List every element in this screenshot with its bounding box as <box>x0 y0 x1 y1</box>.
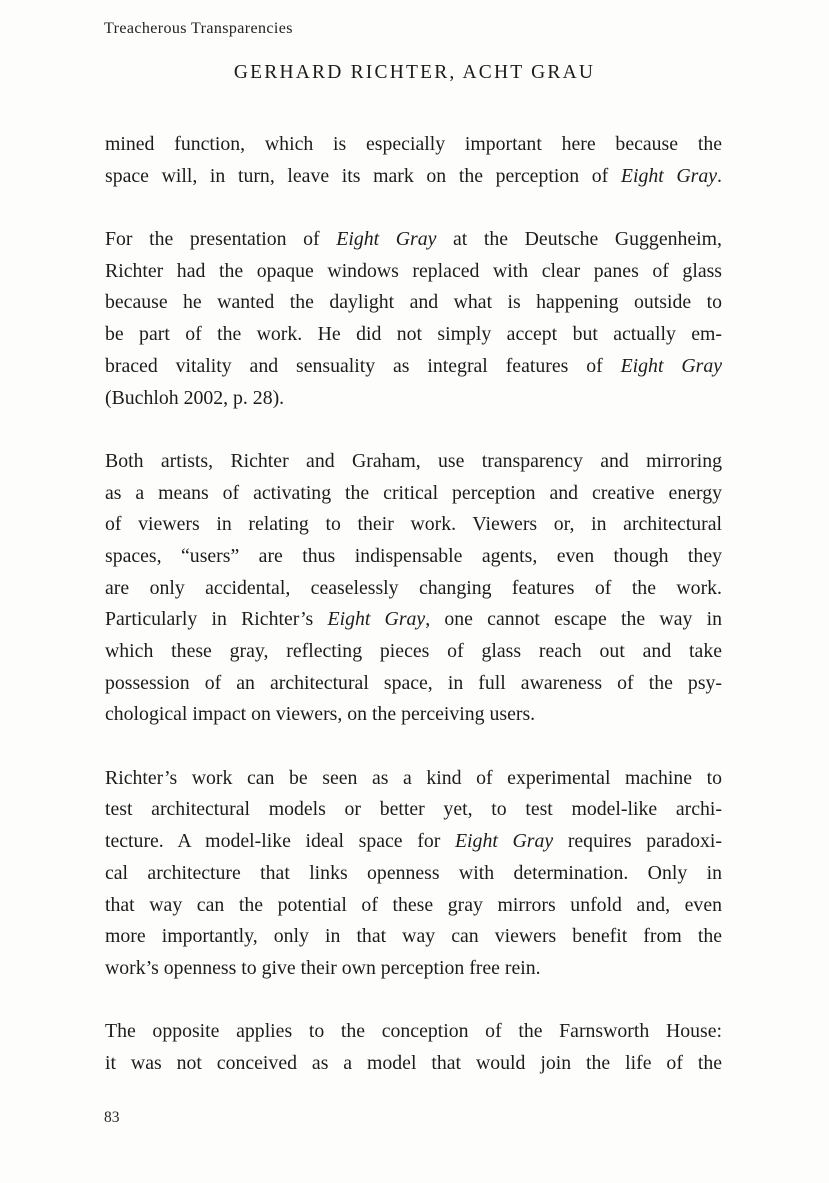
text-segment: Richter’s work can be seen as a kind of experimental machine to <box>105 766 722 789</box>
paragraph <box>105 129 722 192</box>
text-line <box>105 858 722 890</box>
text-line <box>105 699 722 731</box>
text-segment: For the presentation of <box>105 228 337 251</box>
text-segment: Richter had the opaque windows replaced with clear panes of glass <box>105 259 722 282</box>
text-line <box>105 573 722 605</box>
text-line <box>105 604 722 636</box>
text-segment: test architectural models or better yet, to test model-like archi- <box>105 798 722 821</box>
running-header: Treacherous Transparencies <box>104 20 293 37</box>
text-segment: tecture. A model-like ideal space for <box>105 830 455 853</box>
text-segment: (Buchloh 2002, p. 28). <box>105 386 285 409</box>
paragraph <box>105 224 722 414</box>
text-line <box>105 224 722 256</box>
italic-text: Eight Gray <box>454 830 554 853</box>
text-line <box>105 478 722 510</box>
text-segment: space will, in turn, leave its mark on the perception of <box>105 164 621 187</box>
text-segment: that way can the potential of these gray mirrors unfold and, even <box>105 893 722 916</box>
text-line <box>105 794 722 826</box>
text-line <box>105 287 722 319</box>
page-number: 83 <box>104 1109 120 1126</box>
text-segment: mined function, which is especially important here because the <box>105 133 722 155</box>
text-segment: which these gray, reflecting pieces of glass reach out and take <box>105 640 722 662</box>
text-line <box>105 319 722 351</box>
text-line <box>105 383 722 415</box>
text-segment: , one cannot escape the way in <box>425 608 722 631</box>
text-segment: spaces, “users” are thus indispensable agents, even though they <box>105 544 722 567</box>
text-segment: be part of the work. He did not simply accept but actually em- <box>105 323 722 346</box>
text-line <box>105 541 722 573</box>
text-segment: more importantly, only in that way can viewers benefit from the <box>105 925 722 948</box>
text-line <box>105 351 722 383</box>
text-segment: requires paradoxi- <box>553 830 722 853</box>
paragraph <box>105 1016 722 1079</box>
text-segment: are only accidental, ceaselessly changing features of the work. <box>105 576 722 599</box>
text-segment: Particularly in Richter’s <box>105 608 328 631</box>
text-line <box>105 256 722 288</box>
text-segment: work’s openness to give their own perception free rein. <box>105 956 541 979</box>
text-line <box>105 763 722 795</box>
text-line <box>105 826 722 858</box>
text-line <box>105 668 722 700</box>
text-line <box>105 636 722 668</box>
text-segment: at the Deutsche Guggenheim, <box>436 228 722 251</box>
body-text <box>105 129 722 1111</box>
text-segment: Both artists, Richter and Graham, use transparency and mirroring <box>105 449 722 472</box>
paragraph <box>105 763 722 985</box>
text-line <box>105 446 722 478</box>
italic-text: Eight Gray <box>327 608 426 631</box>
text-segment: braced vitality and sensuality as integral features of <box>105 354 621 377</box>
text-line <box>105 1048 722 1080</box>
chapter-heading: GERHARD RICHTER, ACHT GRAU <box>233 62 596 83</box>
text-line <box>105 890 722 922</box>
text-segment: as a means of activating the critical perception and creative energy <box>105 481 722 504</box>
italic-text: Eight Gray <box>620 354 722 377</box>
paragraph <box>105 446 722 731</box>
text-line <box>105 509 722 541</box>
text-segment: . <box>717 164 722 187</box>
text-segment: of viewers in relating to their work. Viewers or, in architectural <box>105 513 722 536</box>
italic-text: Eight Gray <box>336 228 437 251</box>
text-segment: cal architecture that links openness with determination. Only in <box>105 861 722 884</box>
text-segment: The opposite applies to the conception of the Farnsworth House: <box>105 1020 722 1043</box>
text-line <box>105 953 722 985</box>
text-segment: because he wanted the daylight and what is happening outside to <box>105 291 722 314</box>
italic-text: Eight Gray <box>620 164 718 187</box>
text-line <box>105 161 722 193</box>
text-line <box>105 1016 722 1048</box>
text-segment: chological impact on viewers, on the perceiving users. <box>105 703 536 726</box>
text-segment: it was not conceived as a model that would join the life of the <box>105 1051 722 1074</box>
text-segment: possession of an architectural space, in full awareness of the psy- <box>105 671 722 694</box>
text-line <box>105 129 722 161</box>
text-line <box>105 921 722 953</box>
